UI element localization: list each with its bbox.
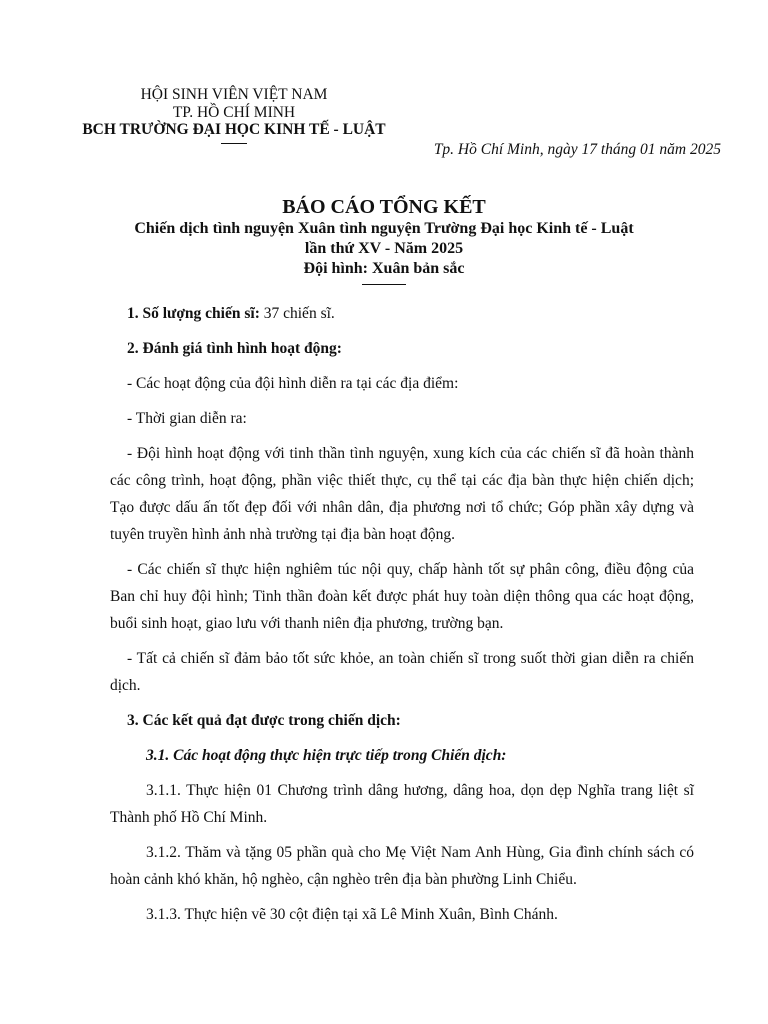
section-3-heading: 3. Các kết quả đạt được trong chiến dịch: [127,712,401,729]
organization-header [60,86,408,144]
paragraph-spirit: - Đội hình hoạt động với tinh thần tình nguyện, xung kích của các chiến sĩ đã hoàn thành các công trình, hoạt động, phần việc thiết thực, cụ thể tại các địa bàn thực hiện chiến dịch; Tạo được dấu ấn tốt đẹp đối với nhân dân, địa phương nơi tổ chức; Góp phần xây dựng và tuyên truyền hình ảnh nhà trường tại địa bàn hoạt động. [110,445,694,543]
report-title: BÁO CÁO TỔNG KẾT [282,196,486,218]
section-1-label: 1. Số lượng chiến sĩ: [127,305,260,322]
org-line-2: TP. HỒ CHÍ MINH [172,103,296,121]
title-divider [362,284,406,285]
paragraph-health: - Tất cả chiến sĩ đảm bảo tốt sức khỏe, an toàn chiến sĩ trong suốt thời gian diễn ra chiến dịch. [110,650,694,694]
item-3-1-1: 3.1.1. Thực hiện 01 Chương trình dâng hương, dâng hoa, dọn dẹp Nghĩa trang liệt sĩ Thành phố Hồ Chí Minh. [110,782,694,826]
document-date: Tp. Hồ Chí Minh, ngày 17 tháng 01 năm 2025 [433,141,721,158]
item-3-1-2: 3.1.2. Thăm và tặng 05 phần quà cho Mẹ Việt Nam Anh Hùng, Gia đình chính sách có hoàn cảnh khó khăn, hộ nghèo, cận nghèo trên địa bàn phường Linh Chiểu. [110,844,694,888]
org-line-1: HỘI SINH VIÊN VIỆT NAM [140,86,328,103]
paragraph-time: - Thời gian diễn ra: [127,410,247,427]
report-title-block [0,195,768,285]
section-3-1-heading: 3.1. Các hoạt động thực hiện trực tiếp trong Chiến dịch: [146,747,507,764]
section-1 [110,300,694,327]
section-1-value: 37 chiến sĩ. [259,305,335,322]
section-2-heading: 2. Đánh giá tình hình hoạt động: [127,340,342,357]
org-divider [221,143,247,144]
paragraph-locations: - Các hoạt động của đội hình diễn ra tại các địa điểm: [127,375,459,392]
org-line-3: BCH TRƯỜNG ĐẠI HỌC KINH TẾ - LUẬT [82,121,386,138]
team-name: Đội hình: Xuân bản sắc [303,260,465,277]
paragraph-discipline: - Các chiến sĩ thực hiện nghiêm túc nội quy, chấp hành tốt sự phân công, điều động của Ban chỉ huy đội hình; Tinh thần đoàn kết được phát huy toàn diện thông qua các hoạt động, buổi sinh hoạt, giao lưu với thanh niên địa phương, trường bạn. [110,561,694,632]
campaign-name: Chiến dịch tình nguyện Xuân tình nguyện Trường Đại học Kinh tế - Luật [134,220,634,237]
report-body [110,300,694,936]
item-3-1-3: 3.1.3. Thực hiện vẽ 30 cột điện tại xã Lê Minh Xuân, Bình Chánh. [146,906,558,923]
campaign-edition: lần thứ XV - Năm 2025 [304,240,464,257]
